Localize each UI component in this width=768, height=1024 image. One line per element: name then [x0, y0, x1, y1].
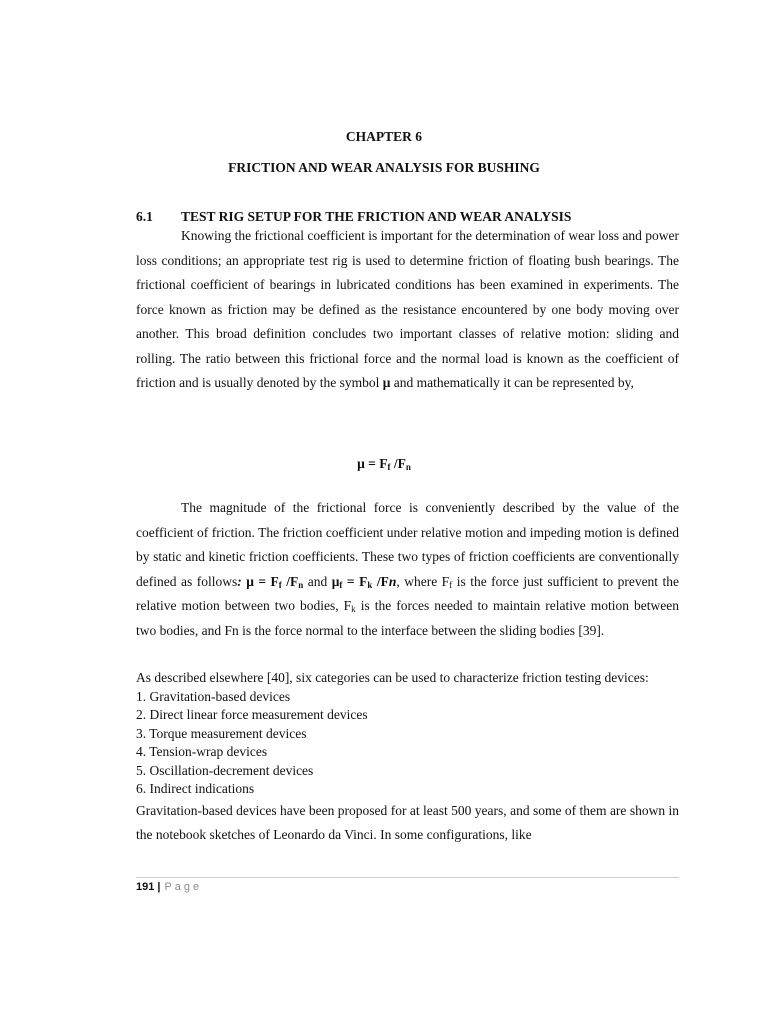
chapter-title: FRICTION AND WEAR ANALYSIS FOR BUSHING: [228, 160, 540, 175]
page-footer: [136, 880, 202, 894]
footer-separator: |: [157, 881, 161, 893]
paragraph-devices-intro: As described elsewhere [40], six categories can be used to characterize friction testing devices:: [136, 670, 649, 685]
mu-symbol: μ: [382, 375, 391, 390]
static-friction-formula: $\mu = F_f$ $/F_n$: [246, 573, 304, 590]
list-item: 1. Gravitation-based devices: [136, 688, 291, 704]
paragraph-intro-text: Knowing the frictional coefficient is important for the determination of wear loss and power loss conditions; an appropriate test rig is used to determine friction of floating bush bearings. The frictional coefficient of bearings in lubricated conditions has been examined in experiments. The force known as friction may be defined as the resistance encountered by one body moving over another. This broad definition concludes two important classes of relative motion: sliding and rolling. The ratio between this frictional force and the normal load is known as the coefficient of friction and is usually denoted by the symbol: [136, 228, 679, 390]
device-category-list: [136, 688, 679, 799]
section-title: TEST RIG SETUP FOR THE FRICTION AND WEAR ANALYSIS: [181, 209, 572, 224]
paragraph-coefficients: The magnitude of the frictional force is conveniently described by the value of the coefficient of friction. The friction coefficient under relative motion and impeding motion is defined by static and kinetic friction coefficients. These two types of friction coefficients are conventionally defined as follows: $\mu = F_f$ $/F_n$ and $\mu_f = F_k$ /Fn, where $F_f$ is the force just sufficient to prevent the relative motion between two bodies, $F_k$ is the forces needed to maintain relative motion between two bodies, and Fn is the force normal to the interface between the sliding bodies [39].: [136, 500, 680, 638]
footer-divider: [136, 877, 679, 878]
chapter-label: CHAPTER 6: [345, 129, 423, 144]
paragraph-intro: [136, 224, 679, 396]
kinetic-friction-formula: $\mu_f = F_k$ /Fn: [331, 573, 397, 590]
page-label: Page: [164, 881, 203, 893]
section-number: 6.1: [136, 209, 153, 224]
friction-devices-section: [136, 669, 679, 848]
paragraph-gravitation: Gravitation-based devices have been proposed for at least 500 years, and some of them are shown in the notebook sketches of Leonardo da Vinci. In some configurations, like: [136, 802, 679, 842]
page-number: 191: [136, 881, 155, 893]
list-item: 4. Tension-wrap devices: [136, 744, 268, 759]
list-item: 5. Oscillation-decrement devices: [136, 762, 314, 778]
friction-formula: $\mu = F_f$ $/F_n$: [357, 456, 411, 472]
list-item: 3. Torque measurement devices: [136, 725, 307, 741]
paragraph-intro-tail: and mathematically it can be represented by,: [393, 375, 634, 390]
list-item: 6. Indirect indications: [136, 781, 255, 796]
list-item: 2. Direct linear force measurement devices: [136, 707, 368, 722]
